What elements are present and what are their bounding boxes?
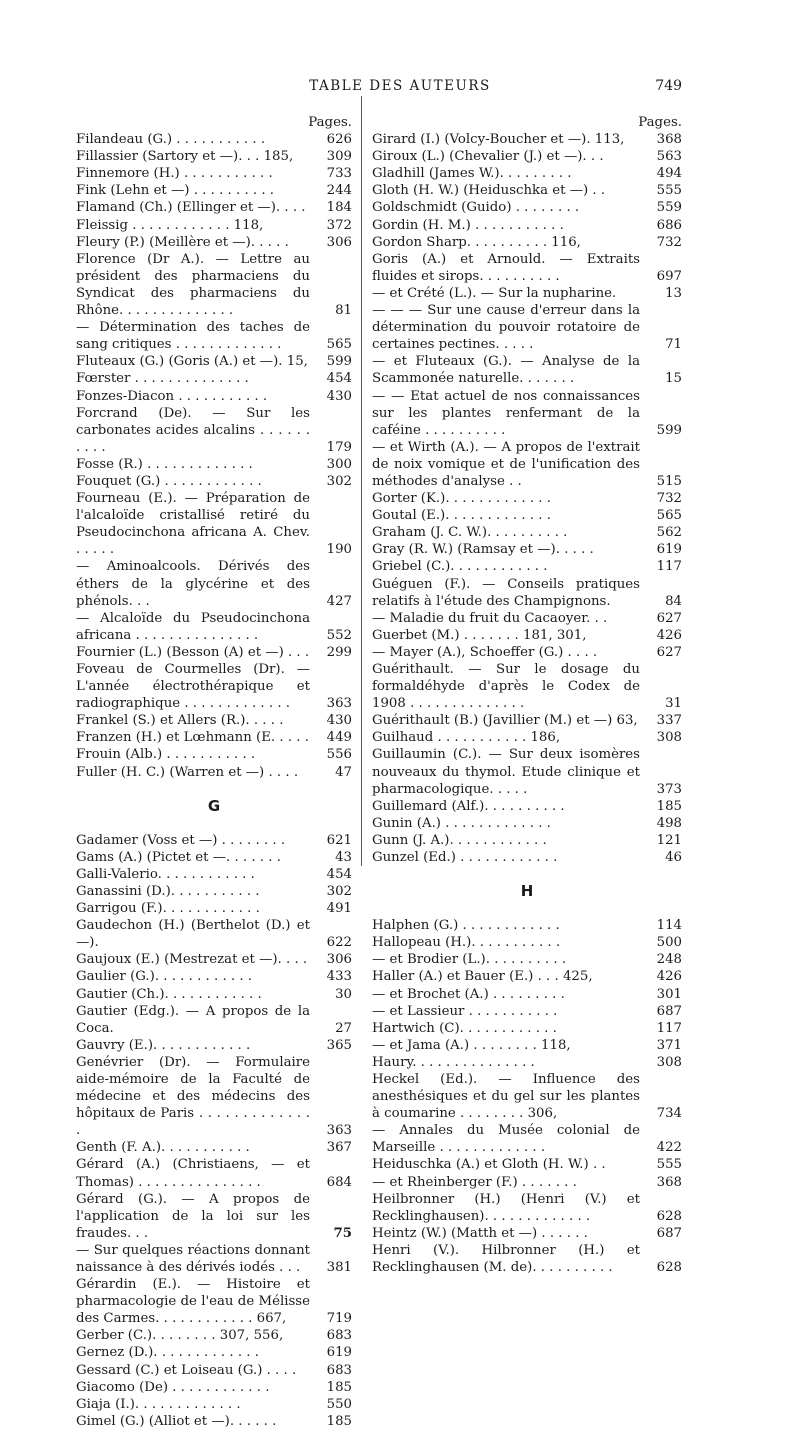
entry-text: Finnemore (H.) . . . . . . . . . . .: [76, 166, 273, 182]
entry-page: 565: [656, 508, 682, 524]
index-entry: [76, 388, 352, 405]
entry-page: 365: [326, 1037, 352, 1053]
entry-page: 687: [656, 1003, 682, 1019]
index-entries-g-cont: [372, 131, 682, 866]
index-entry: [372, 353, 682, 387]
index-entry: [372, 182, 682, 199]
entry-text: Galli-Valerio. . . . . . . . . . . .: [76, 866, 255, 882]
entry-text: Gladhill (James W.). . . . . . . . .: [372, 166, 572, 182]
entry-text: Fosse (R.) . . . . . . . . . . . . .: [76, 456, 253, 472]
index-entry: [76, 1276, 352, 1327]
entry-text: Goris (A.) et Arnould. — Extraits fluides et sirops. . . . . . . . . .: [372, 251, 640, 284]
entry-page: 46: [665, 850, 682, 866]
entry-text: Gautier (Edg.). — A propos de la Coca.: [76, 1003, 310, 1036]
entry-text: Fournier (L.) (Besson (A) et —) . . .: [76, 644, 310, 660]
index-entry: [372, 798, 682, 815]
entry-text: Filandeau (G.) . . . . . . . . . . .: [76, 132, 266, 148]
entry-text: Girard (I.) (Volcy-Boucher et —). 113,: [372, 132, 625, 148]
entry-text: Foveau de Courmelles (Dr). — L'année électrothérapique et radiographique . . . . . . . . . . . . .: [76, 662, 310, 712]
entry-page: 422: [656, 1140, 682, 1156]
entry-text: — Mayer (A.), Schoeffer (G.) . . . .: [372, 644, 598, 660]
entry-page: 426: [656, 969, 682, 985]
index-entry: [372, 285, 682, 302]
entry-text: Heckel (Ed.). — Influence des anesthésiques et du gel sur les plantes à coumarine . . . . . . . . 306,: [372, 1071, 640, 1122]
index-entry: [372, 1156, 682, 1173]
entry-text: Gauvry (E.). . . . . . . . . . . .: [76, 1037, 251, 1053]
entry-text: Gernez (D.). . . . . . . . . . . . .: [76, 1345, 259, 1361]
index-entries-f: [76, 131, 352, 781]
entry-text: Guérithault (B.) (Javillier (M.) et —) 63,: [372, 713, 638, 729]
entry-page: 515: [656, 473, 682, 489]
index-entry: [76, 1191, 352, 1242]
entry-page: 684: [326, 1174, 352, 1190]
entry-page: 454: [326, 866, 352, 882]
entry-text: Ganassini (D.). . . . . . . . . . .: [76, 883, 260, 899]
index-entry: [372, 490, 682, 507]
entry-text: Gaujoux (E.) (Mestrezat et —). . . .: [76, 952, 308, 968]
entry-page: 683: [326, 1328, 352, 1344]
page-number: 749: [655, 78, 682, 94]
index-entry: [372, 849, 682, 866]
entry-page: 371: [656, 1037, 682, 1053]
index-entry: [76, 1379, 352, 1396]
index-entry: [372, 1174, 682, 1191]
right-column: [372, 114, 682, 1276]
index-entry: [372, 165, 682, 182]
entry-page: 308: [656, 730, 682, 746]
entry-text: Haury. . . . . . . . . . . . . . .: [372, 1054, 535, 1070]
entry-text: Guillaumin (C.). — Sur deux isomères nouveaux du thymol. Etude clinique et pharmacologique. . . . .: [372, 747, 640, 797]
index-entry: [76, 968, 352, 985]
entry-text: — Sur quelques réactions donnant naissance à des dérivés iodés . . .: [76, 1242, 310, 1275]
entry-page: 500: [656, 935, 682, 951]
entry-text: Guérithault. — Sur le dosage du formaldéhyde d'après le Codex de 1908 . . . . . . . . . . . . . .: [372, 662, 640, 712]
index-entry: [372, 388, 682, 439]
entry-text: Fleury (P.) (Meillère et —). . . . .: [76, 234, 289, 250]
index-entry: [76, 131, 352, 148]
pages-label: Pages.: [638, 115, 682, 130]
index-entry: [372, 148, 682, 165]
index-entry: [372, 1037, 682, 1054]
index-entry: [76, 148, 352, 165]
entry-text: Forcrand (De). — Sur les carbonates acides alcalins . . . . . . . . . .: [76, 405, 310, 455]
entry-page: 84: [665, 593, 682, 609]
entry-text: — et Brodier (L.). . . . . . . . . .: [372, 952, 567, 968]
entry-page: 562: [656, 525, 682, 541]
entry-page: 733: [326, 166, 352, 182]
index-entry: [372, 507, 682, 524]
entry-text: Genth (F. A.). . . . . . . . . . .: [76, 1140, 250, 1156]
index-entry: [372, 661, 682, 712]
entry-page: 185: [656, 798, 682, 814]
entry-page: 697: [656, 268, 682, 284]
entry-text: Genévrier (Dr). — Formulaire aide-mémoire de la Faculté de médecine et des médecins des hôpitaux de Paris . . . . . . . . . . . . . .: [76, 1054, 310, 1139]
entry-page: 308: [656, 1054, 682, 1070]
entry-text: Gorter (K.). . . . . . . . . . . . .: [372, 491, 551, 507]
index-entry: [76, 1139, 352, 1156]
index-entry: [372, 934, 682, 951]
index-entry: [372, 712, 682, 729]
entry-page: 430: [326, 388, 352, 404]
left-column: [76, 114, 352, 1430]
entry-page: 81: [335, 303, 352, 319]
entry-text: Heilbronner (H.) (Henri (V.) et Recklinghausen). . . . . . . . . . . . .: [372, 1191, 640, 1224]
index-entry: [76, 900, 352, 917]
entry-text: Fonzes-Diacon . . . . . . . . . . .: [76, 388, 268, 404]
index-entry: [372, 1003, 682, 1020]
index-entry: [76, 986, 352, 1003]
entry-page: 619: [326, 1345, 352, 1361]
entry-page: 555: [656, 1157, 682, 1173]
entry-page: 13: [665, 285, 682, 301]
index-entry: [372, 610, 682, 627]
entry-page: 381: [326, 1260, 352, 1275]
entry-page: 734: [656, 1106, 682, 1122]
entry-page: 732: [656, 234, 682, 250]
entry-text: Giacomo (De) . . . . . . . . . . . .: [76, 1379, 270, 1395]
entry-text: Giaja (I.). . . . . . . . . . . . .: [76, 1396, 241, 1412]
entry-page: 75: [333, 1225, 352, 1241]
entry-page: 302: [326, 473, 352, 489]
entry-text: Griebel (C.). . . . . . . . . . . .: [372, 559, 548, 575]
entry-page: 628: [656, 1260, 682, 1275]
entry-text: — Aminoalcools. Dérivés des éthers de la glycérine et des phénols. . .: [76, 559, 310, 609]
index-entry: [372, 199, 682, 216]
entry-text: — Détermination des taches de sang critiques . . . . . . . . . . . . .: [76, 320, 310, 353]
entry-page: 306: [326, 952, 352, 968]
index-entry: [372, 558, 682, 575]
entry-page: 121: [656, 832, 682, 848]
index-entry: [372, 729, 682, 746]
entry-page: 30: [335, 986, 352, 1002]
index-entry: [372, 1071, 682, 1122]
entry-text: Guéguen (F.). — Conseils pratiques relatifs à l'étude des Champignons.: [372, 576, 640, 609]
index-entry: [76, 866, 352, 883]
entry-text: Gerber (C.). . . . . . . . 307, 556,: [76, 1328, 284, 1344]
entry-page: 185: [326, 1413, 352, 1429]
entry-text: Hallopeau (H.). . . . . . . . . . .: [372, 935, 561, 951]
entry-text: Fuller (H. C.) (Warren et —) . . . .: [76, 764, 299, 780]
index-entry: [372, 951, 682, 968]
entry-page: 179: [326, 439, 352, 455]
entry-text: Florence (Dr A.). — Lettre au président des pharmaciens du Syndicat des pharmaciens du Rhône. . . . . . . . . . . . . .: [76, 251, 310, 319]
index-entry: [76, 473, 352, 490]
index-entry: [76, 661, 352, 712]
entry-page: 47: [335, 764, 352, 780]
entry-text: Goutal (E.). . . . . . . . . . . . .: [372, 508, 551, 524]
entry-text: Gaulier (G.). . . . . . . . . . . .: [76, 969, 253, 985]
entry-page: 433: [326, 969, 352, 985]
entry-page: 626: [326, 132, 352, 148]
index-entries-g: [76, 832, 352, 1430]
index-entry: [76, 1413, 352, 1430]
index-entry: [76, 182, 352, 199]
entry-page: 628: [656, 1208, 682, 1224]
index-entry: [76, 712, 352, 729]
entry-page: 550: [326, 1396, 352, 1412]
index-entry: [76, 251, 352, 319]
entry-page: 248: [656, 952, 682, 968]
entry-text: — — Etat actuel de nos connaissances sur les plantes renfermant de la caféine . . . . . . . . . .: [372, 388, 640, 438]
entry-page: 430: [326, 713, 352, 729]
entry-page: 426: [656, 627, 682, 643]
entry-page: 555: [656, 183, 682, 199]
index-entry: [372, 1020, 682, 1037]
index-entry: [76, 1396, 352, 1413]
entry-text: — et Crété (L.). — Sur la nupharine.: [372, 285, 617, 301]
index-entry: [372, 251, 682, 285]
entry-page: 306: [326, 234, 352, 250]
entry-text: — et Wirth (A.). — A propos de l'extrait de noix vomique et de l'unification des méthodes d'analyse . .: [372, 439, 640, 489]
entry-page: 244: [326, 183, 352, 199]
entry-page: 363: [326, 696, 352, 712]
entry-text: Frouin (Alb.) . . . . . . . . . . .: [76, 747, 256, 763]
entry-text: Gérard (G.). — A propos de l'application de la loi sur les fraudes. . .: [76, 1191, 310, 1241]
index-entry: [372, 1191, 682, 1225]
entry-text: Fillassier (Sartory et —). . . 185,: [76, 149, 294, 165]
entry-page: 368: [656, 132, 682, 148]
index-entry: [372, 439, 682, 490]
index-entry: [372, 917, 682, 934]
index-entry: [76, 217, 352, 234]
index-entry: [76, 1037, 352, 1054]
index-entry: [372, 576, 682, 610]
index-entry: [372, 217, 682, 234]
index-entry: [372, 524, 682, 541]
page-header: [0, 78, 800, 100]
entry-page: 27: [335, 1020, 352, 1036]
index-entry: [372, 644, 682, 661]
entry-text: Fouquet (G.) . . . . . . . . . . . .: [76, 473, 262, 489]
index-entry: [76, 370, 352, 387]
entry-page: 190: [326, 542, 352, 558]
entry-page: 299: [326, 644, 352, 660]
entry-text: Gams (A.) (Pictet et —. . . . . . .: [76, 849, 281, 865]
entry-text: — Maladie du fruit du Cacaoyer. . .: [372, 610, 608, 626]
entry-text: — Alcaloïde du Pseudocinchona africana . . . . . . . . . . . . . . .: [76, 610, 310, 643]
index-entry: [372, 986, 682, 1003]
entry-page: 301: [656, 986, 682, 1002]
entry-text: — et Rheinberger (F.) . . . . . . .: [372, 1174, 577, 1190]
index-entry: [372, 234, 682, 251]
entry-text: Halphen (G.) . . . . . . . . . . . .: [372, 918, 560, 934]
index-entry: [372, 746, 682, 797]
index-entry: [76, 1003, 352, 1037]
entry-page: 732: [656, 491, 682, 507]
index-entry: [76, 644, 352, 661]
entry-text: Gunin (A.) . . . . . . . . . . . . .: [372, 815, 551, 831]
index-entry: [76, 832, 352, 849]
entry-text: Guillemard (Alf.). . . . . . . . . .: [372, 798, 565, 814]
index-entry: [372, 302, 682, 353]
entry-text: Graham (J. C. W.). . . . . . . . . .: [372, 525, 568, 541]
entry-text: Heintz (W.) (Matth et —) . . . . . .: [372, 1225, 588, 1241]
entry-text: Gimel (G.) (Alliot et —). . . . . .: [76, 1413, 277, 1429]
index-entry: [76, 456, 352, 473]
entry-text: — — — Sur une cause d'erreur dans la détermination du pouvoir rotatoire de certaines pectines. . . . .: [372, 303, 640, 353]
index-entry: [372, 1225, 682, 1242]
index-entry: [76, 1362, 352, 1379]
entry-text: Gordon Sharp. . . . . . . . . . 116,: [372, 234, 581, 250]
index-entry: [76, 405, 352, 456]
index-entry: [76, 490, 352, 558]
index-entry: [76, 558, 352, 609]
index-entry: [76, 234, 352, 251]
column-divider: [361, 96, 362, 866]
entry-page: 31: [665, 696, 682, 712]
entry-page: 449: [326, 730, 352, 746]
entry-text: Hartwich (C). . . . . . . . . . . .: [372, 1020, 557, 1036]
entry-page: 302: [326, 883, 352, 899]
entry-page: 687: [656, 1225, 682, 1241]
entry-text: Gadamer (Voss et —) . . . . . . . .: [76, 832, 286, 848]
index-entry: [76, 883, 352, 900]
section-letter-g: G: [207, 796, 221, 815]
entry-text: Gérard (A.) (Christiaens, — et Thomas) . . . . . . . . . . . . . . .: [76, 1157, 310, 1190]
index-entry: [372, 627, 682, 644]
entry-text: Gaudechon (H.) (Berthelot (D.) et —).: [76, 918, 310, 951]
entry-page: 43: [335, 849, 352, 865]
index-entry: [76, 917, 352, 951]
index-entry: [76, 319, 352, 353]
entry-text: Fourneau (E.). — Préparation de l'alcaloïde cristallisé retiré du Pseudocinchona africana A. Chev. . . . . .: [76, 491, 310, 558]
entry-page: 337: [656, 713, 682, 729]
entry-page: 559: [656, 200, 682, 216]
entry-page: 15: [665, 371, 682, 387]
entry-page: 599: [656, 422, 682, 438]
entry-text: Guerbet (M.) . . . . . . . 181, 301,: [372, 627, 587, 643]
entry-page: 368: [656, 1174, 682, 1190]
entry-page: 372: [326, 217, 352, 233]
entry-text: — Annales du Musée colonial de Marseille . . . . . . . . . . . . .: [372, 1123, 640, 1156]
entry-text: Garrigou (F.). . . . . . . . . . . .: [76, 901, 260, 917]
index-entry: [76, 764, 352, 781]
index-entry: [372, 131, 682, 148]
entry-page: 686: [656, 217, 682, 233]
index-entry: [76, 729, 352, 746]
entry-page: 184: [326, 200, 352, 216]
entry-page: 185: [326, 1379, 352, 1395]
entry-page: 498: [656, 815, 682, 831]
entry-text: Guilhaud . . . . . . . . . . . 186,: [372, 730, 561, 746]
entry-text: Gunzel (Ed.) . . . . . . . . . . . .: [372, 850, 558, 866]
entry-text: Gautier (Ch.). . . . . . . . . . . .: [76, 986, 262, 1002]
index-entry: [76, 1344, 352, 1361]
entry-page: 363: [326, 1123, 352, 1139]
entry-page: 427: [326, 593, 352, 609]
entry-page: 367: [326, 1140, 352, 1156]
entry-page: 117: [656, 559, 682, 575]
index-entries-h: [372, 917, 682, 1276]
entry-text: Giroux (L.) (Chevalier (J.) et —). . .: [372, 149, 604, 165]
entry-text: Fleissig . . . . . . . . . . . . 118,: [76, 217, 264, 233]
entry-page: 117: [656, 1020, 682, 1036]
entry-page: 71: [665, 337, 682, 353]
entry-page: 565: [326, 337, 352, 353]
entry-page: 300: [326, 456, 352, 472]
entry-text: Gordin (H. M.) . . . . . . . . . . .: [372, 217, 564, 233]
entry-page: 627: [656, 644, 682, 660]
index-entry: [372, 815, 682, 832]
entry-page: 494: [656, 166, 682, 182]
entry-text: Frankel (S.) et Allers (R.). . . . .: [76, 713, 284, 729]
entry-text: Franzen (H.) et Lœhmann (E. . . . .: [76, 730, 309, 746]
entry-page: 627: [656, 610, 682, 626]
index-entry: [76, 199, 352, 216]
index-entry: [76, 610, 352, 644]
entry-text: Fink (Lehn et —) . . . . . . . . . .: [76, 183, 275, 199]
index-entry: [372, 832, 682, 849]
entry-page: 719: [326, 1311, 352, 1327]
entry-text: Fluteaux (G.) (Goris (A.) et —). 15,: [76, 354, 308, 370]
entry-page: 454: [326, 371, 352, 387]
pages-label: Pages.: [308, 115, 352, 130]
index-entry: [76, 165, 352, 182]
running-title: TABLE DES AUTEURS: [309, 78, 491, 94]
entry-page: 491: [326, 901, 352, 917]
index-entry: [76, 746, 352, 763]
entry-text: — et Jama (A.) . . . . . . . . 118,: [372, 1037, 571, 1053]
index-entry: [372, 1054, 682, 1071]
section-letter-h: H: [520, 882, 534, 901]
entry-text: Gray (R. W.) (Ramsay et —). . . . .: [372, 542, 594, 558]
index-entry: [76, 353, 352, 370]
entry-text: Henri (V.). Hilbronner (H.) et Recklinghausen (M. de). . . . . . . . . .: [372, 1242, 640, 1275]
entry-page: 552: [326, 627, 352, 643]
entry-page: 619: [656, 542, 682, 558]
entry-text: Goldschmidt (Guido) . . . . . . . .: [372, 200, 580, 216]
index-entry: [372, 1122, 682, 1156]
entry-page: 114: [656, 918, 682, 934]
entry-page: 622: [326, 935, 352, 951]
entry-page: 599: [326, 354, 352, 370]
entry-text: Haller (A.) et Bauer (E.) . . . 425,: [372, 969, 593, 985]
entry-page: 683: [326, 1362, 352, 1378]
entry-page: 621: [326, 832, 352, 848]
entry-page: 309: [326, 149, 352, 165]
index-entry: [372, 968, 682, 985]
entry-page: 563: [656, 149, 682, 165]
entry-text: Gessard (C.) et Loiseau (G.) . . . .: [76, 1362, 297, 1378]
entry-text: — et Brochet (A.) . . . . . . . . .: [372, 986, 565, 1002]
index-entry: [76, 951, 352, 968]
entry-text: Flamand (Ch.) (Ellinger et —). . . .: [76, 200, 306, 216]
index-entry: [76, 1156, 352, 1190]
entry-text: Heiduschka (A.) et Gloth (H. W.) . .: [372, 1157, 606, 1173]
index-entry: [76, 1327, 352, 1344]
index-entry: [372, 541, 682, 558]
index-entry: [372, 1242, 682, 1276]
index-entry: [76, 1054, 352, 1139]
entry-text: Fœrster . . . . . . . . . . . . . .: [76, 371, 249, 387]
entry-text: — et Fluteaux (G.). — Analyse de la Scammonée naturelle. . . . . . .: [372, 354, 640, 387]
entry-page: 373: [656, 781, 682, 797]
entry-page: 556: [326, 747, 352, 763]
entry-text: Gunn (J. A.). . . . . . . . . . . .: [372, 832, 547, 848]
index-entry: [76, 849, 352, 866]
index-entry: [76, 1242, 352, 1276]
entry-text: — et Lassieur . . . . . . . . . . .: [372, 1003, 558, 1019]
entry-text: Gloth (H. W.) (Heiduschka et —) . .: [372, 183, 606, 199]
entry-text: Gérardin (E.). — Histoire et pharmacologie de l'eau de Mélisse des Carmes. . . . . . . . . . . . 667,: [76, 1277, 310, 1327]
